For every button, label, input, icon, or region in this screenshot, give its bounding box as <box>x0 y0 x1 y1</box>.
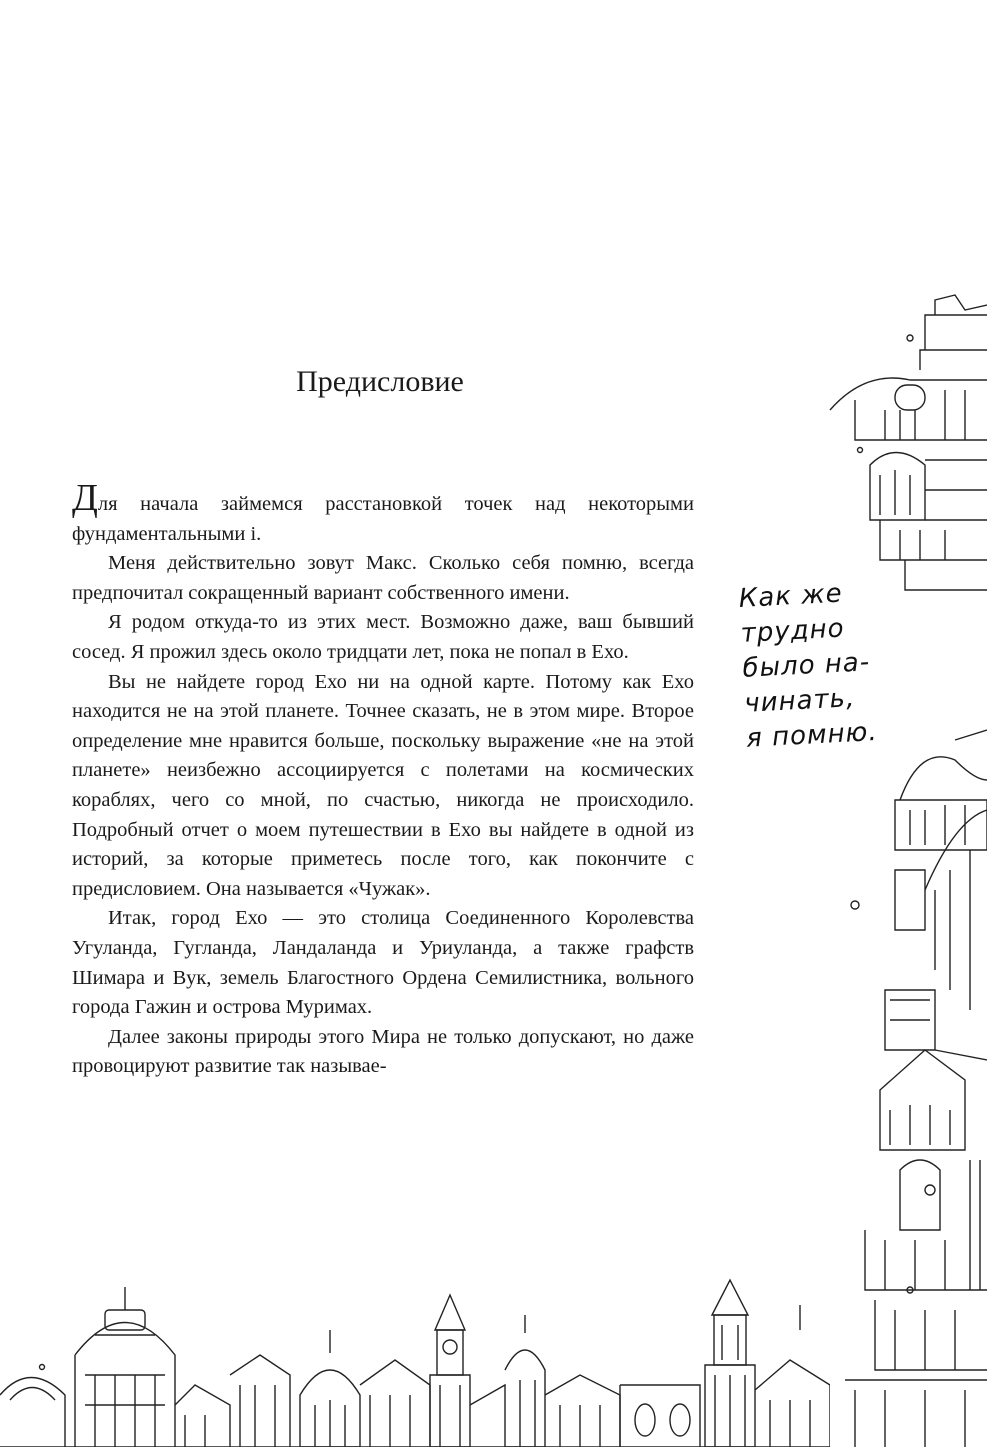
paragraph: Меня действительно зовут Макс. Сколько себя помню, всегда предпочитал сокращенный вариант собственного имени. <box>72 552 694 604</box>
body-text <box>72 477 694 1082</box>
city-tower-illustration <box>825 290 987 1447</box>
chapter-title: Предисловие <box>296 365 464 398</box>
note-line: чинать, <box>743 683 856 719</box>
paragraph: Далее законы природы этого Мира не только допускают, но даже провоцируют развитие так называе- <box>72 1025 694 1078</box>
note-line: трудно <box>739 613 846 649</box>
note-line: я помню. <box>745 716 879 754</box>
drop-cap: Д <box>72 477 98 519</box>
city-skyline-illustration <box>0 1275 830 1447</box>
paragraph: Для начала займемся расстановкой точек над некоторыми фундаментальными i. <box>72 477 694 545</box>
paragraph: Вы не найдете город Ехо ни на одной карте. Потому как Ехо находится не на этой планете. Точнее сказать, не в этом мире. Второе определение мне нравится больше, поскольку выражение «не на этой планете» неизбежно ассоциируется с полетами на космических кораблях, чего со мной, по счастью, никогда не происходило. Подробный отчет о моем путешествии в Ехо вы найдете в одной из историй, за которые приметесь после того, как покончите с предисловием. Она называется «Чужак». <box>72 670 694 900</box>
note-line: было на- <box>741 647 871 684</box>
note-line: Как же <box>738 578 844 614</box>
paragraph: Я родом откуда-то из этих мест. Возможно даже, ваш бывший сосед. Я прожил здесь около тридцати лет, пока не попал в Ехо. <box>72 611 694 663</box>
paragraph: Итак, город Ехо — это столица Соединенного Королевства Угуланда, Гугланда, Ландаланда и Уриуланда, а также графств Шимара и Вук, земель Благостного Ордена Семилистника, вольного города Гажин и острова Муримах. <box>72 907 694 1019</box>
